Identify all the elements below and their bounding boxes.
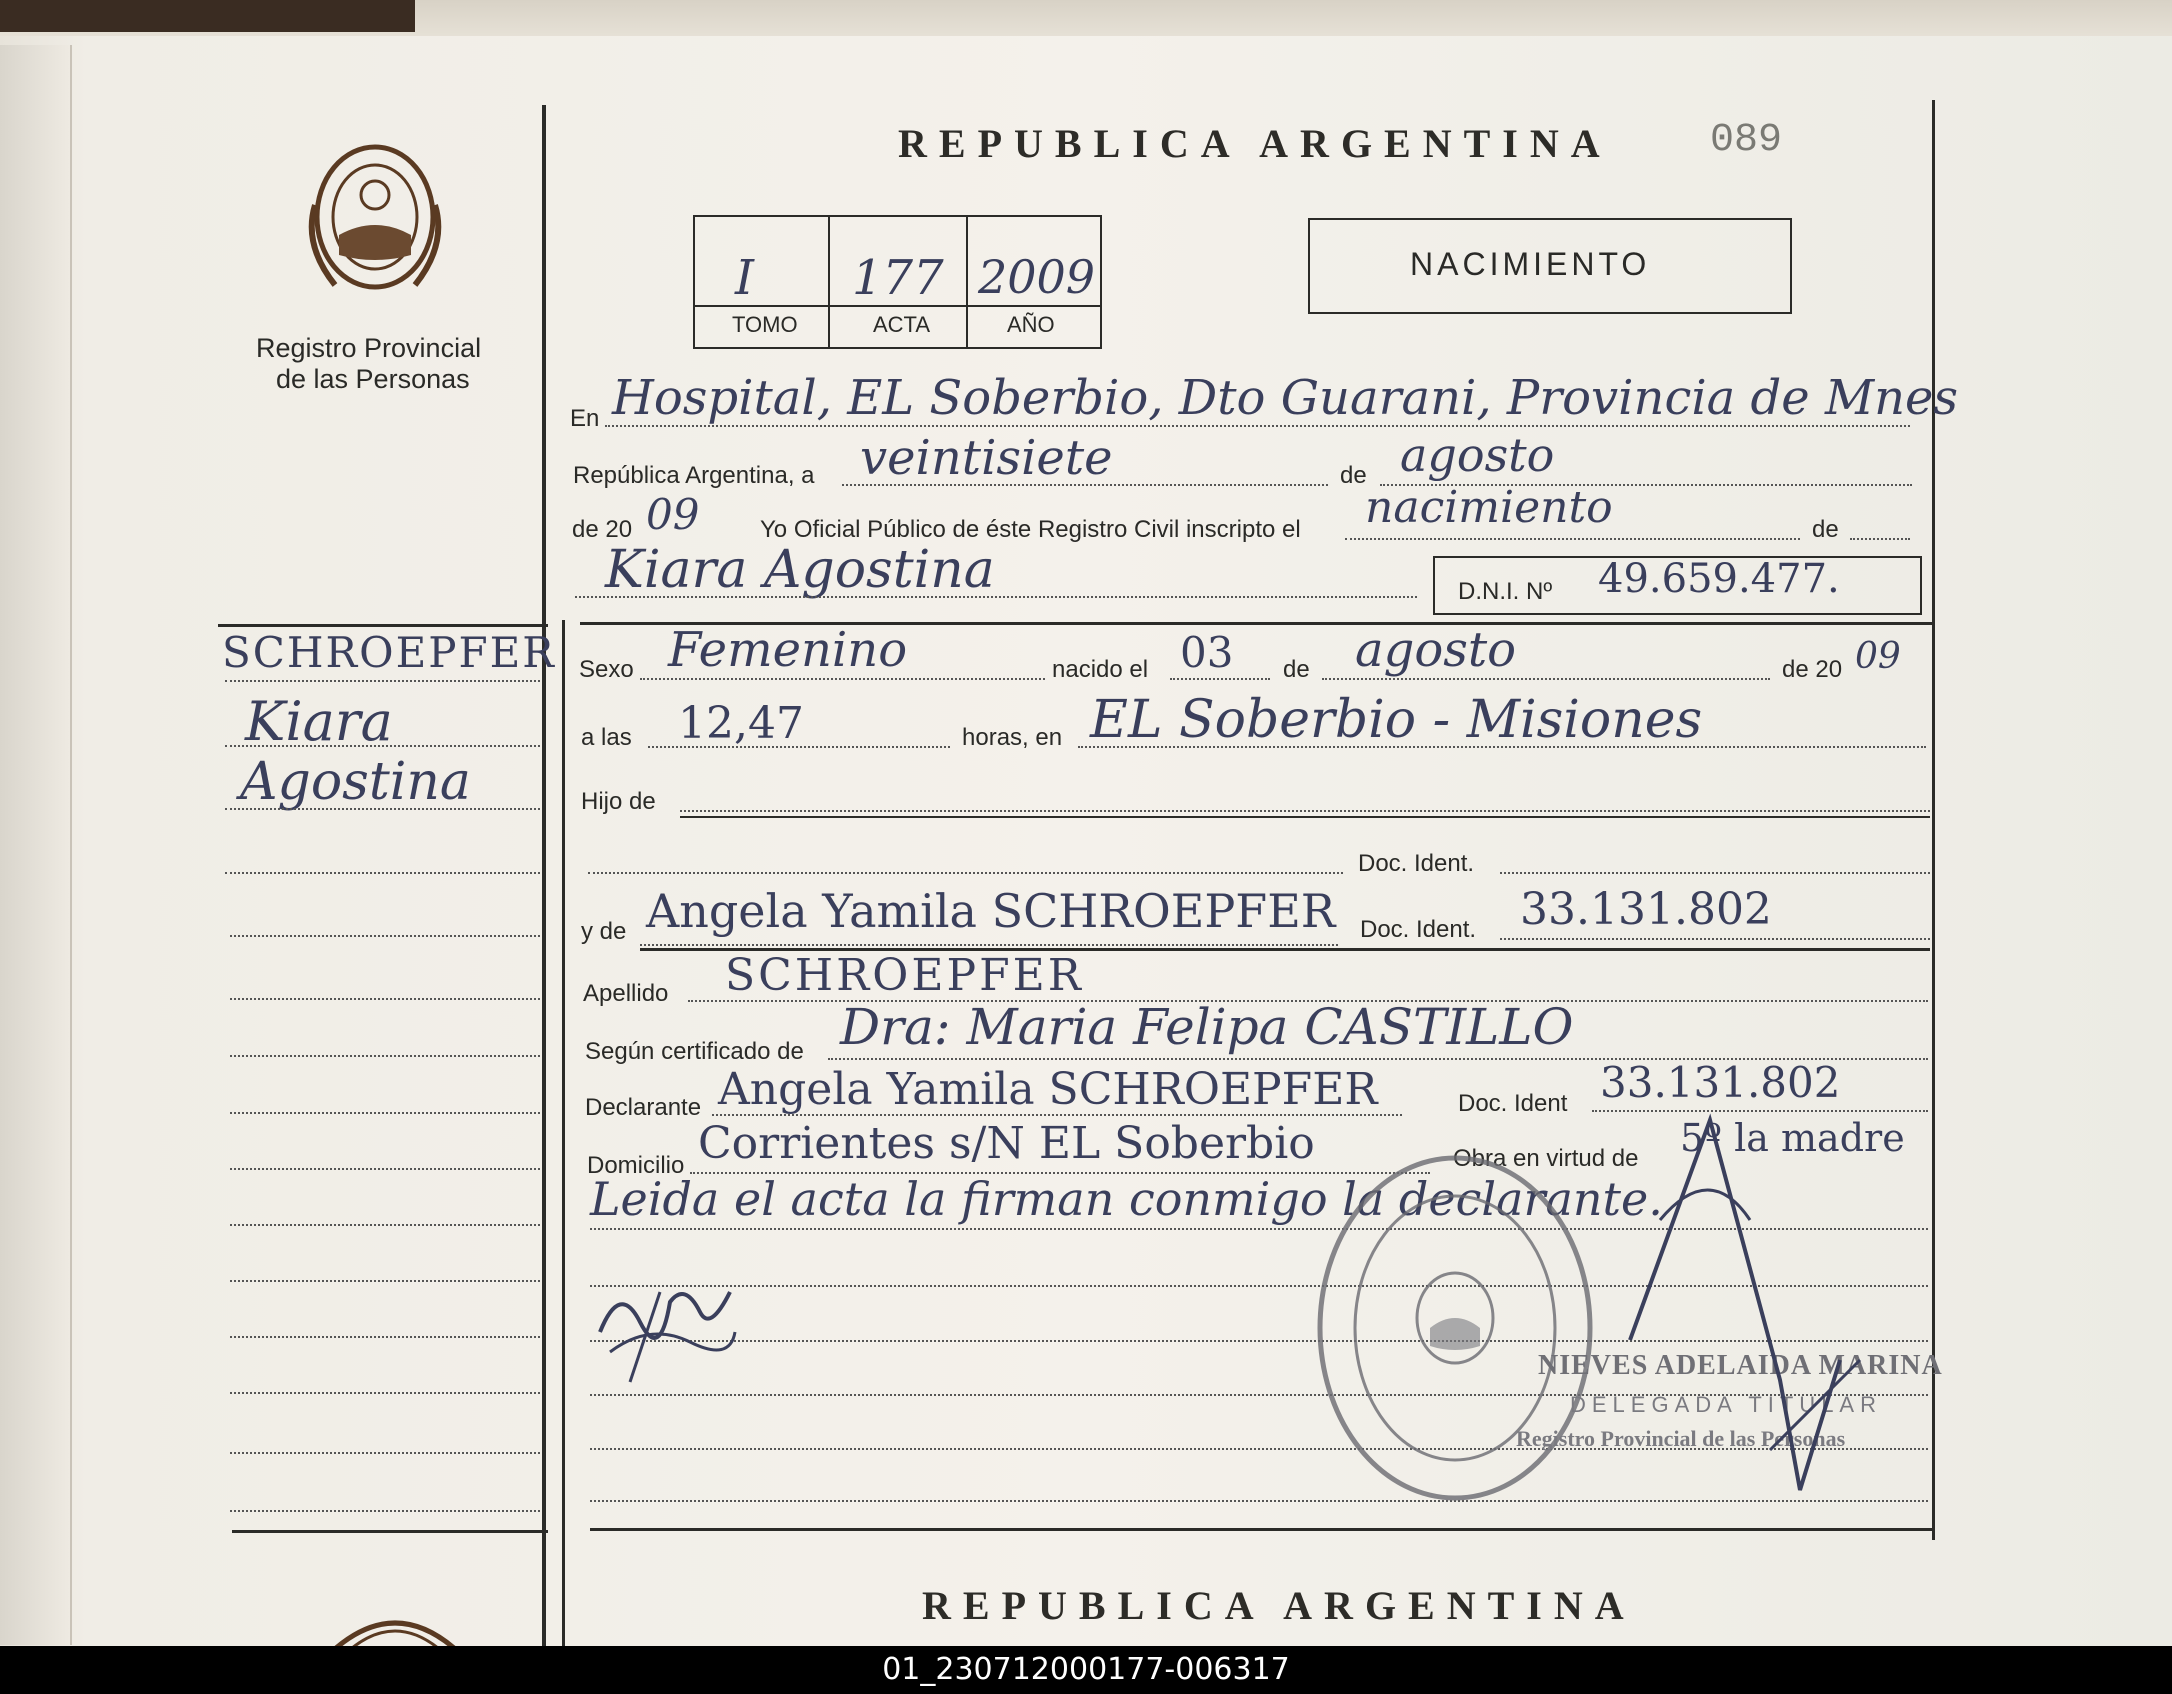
mother-name: Angela Yamila SCHROEPFER bbox=[646, 884, 1336, 938]
mother-doc: 33.131.802 bbox=[1520, 884, 1772, 935]
label-republica: República Argentina, a bbox=[573, 462, 815, 489]
record-box-divider bbox=[828, 215, 830, 347]
country-heading: REPUBLICA ARGENTINA bbox=[898, 121, 1612, 166]
line-hijo bbox=[680, 810, 1930, 812]
line-mother-doc bbox=[1500, 938, 1930, 940]
label-oficial: Yo Oficial Público de éste Registro Civil inscripto el bbox=[760, 516, 1301, 543]
day-in-words: veintisiete bbox=[860, 430, 1113, 486]
margin-note-surname: SCHROEPFER bbox=[222, 628, 556, 677]
label-declarante: Declarante bbox=[585, 1094, 702, 1121]
declarant-signature bbox=[590, 1262, 740, 1392]
declarant-name: Angela Yamila SCHROEPFER bbox=[718, 1064, 1378, 1115]
stamp-role: DELEGADA TITULAR bbox=[1570, 1392, 1882, 1417]
label-doc-ident2: Doc. Ident. bbox=[1360, 916, 1477, 943]
label-sexo: Sexo bbox=[579, 656, 634, 683]
label-segun: Según certificado de bbox=[585, 1038, 804, 1065]
official-stamp bbox=[1310, 1148, 1600, 1508]
province-seal-icon-bottom bbox=[330, 1608, 460, 1648]
label-hijo: Hijo de bbox=[581, 788, 656, 815]
province-seal-icon bbox=[295, 135, 455, 305]
label-doc-ident3: Doc. Ident bbox=[1458, 1090, 1568, 1117]
margin-line bbox=[230, 935, 540, 937]
label-dni: D.N.I. Nº bbox=[1458, 578, 1553, 605]
margin-line bbox=[230, 1452, 540, 1454]
margin-line bbox=[230, 1280, 540, 1282]
declarant-doc: 33.131.802 bbox=[1600, 1058, 1841, 1107]
margin-rule-inner bbox=[562, 620, 565, 1646]
label-de: de bbox=[1340, 462, 1367, 489]
by-virtue-value: 5º la madre bbox=[1680, 1116, 1905, 1160]
label-domicilio: Domicilio bbox=[587, 1152, 685, 1179]
line-sex bbox=[640, 678, 1045, 680]
margin-line bbox=[230, 1112, 540, 1114]
image-caption: 01_230712000177-006317 bbox=[0, 1646, 2172, 1694]
label-horas: horas, en bbox=[962, 724, 1063, 751]
book-spine-edge bbox=[0, 45, 72, 1645]
label-apellido: Apellido bbox=[583, 980, 669, 1007]
right-border bbox=[1932, 100, 1935, 1540]
line-event bbox=[1345, 538, 1800, 540]
anio-value: 2009 bbox=[978, 250, 1096, 304]
line-mother bbox=[640, 944, 1338, 946]
line-de2 bbox=[1850, 538, 1910, 540]
registry-name-line2: de las Personas bbox=[276, 364, 470, 394]
margin-line bbox=[230, 1336, 540, 1338]
bottom-rule bbox=[590, 1528, 1932, 1531]
birth-year-suffix: 09 bbox=[1855, 636, 1901, 677]
book-cover-corner bbox=[0, 0, 415, 32]
acta-value: 177 bbox=[852, 250, 944, 306]
label-y-de: y de bbox=[581, 918, 627, 945]
officer-signature bbox=[1600, 1100, 1900, 1510]
margin-line bbox=[230, 1392, 540, 1394]
line-declarant bbox=[712, 1114, 1402, 1116]
stamp-officer: NIEVES ADELAIDA MARINA bbox=[1538, 1350, 1943, 1381]
acta-label: ACTA bbox=[873, 312, 931, 337]
line-day bbox=[842, 484, 1328, 486]
birth-time: 12,47 bbox=[678, 698, 804, 749]
label-obra: Obra en virtud de bbox=[1453, 1145, 1639, 1172]
rule-hijo bbox=[680, 816, 1930, 818]
line-doc1b bbox=[1500, 872, 1930, 874]
country-heading-bottom: REPUBLICA ARGENTINA bbox=[922, 1583, 1636, 1628]
registry-name-line1: Registro Provincial bbox=[256, 333, 482, 363]
month-written: agosto bbox=[1400, 428, 1555, 482]
margin-rule bbox=[542, 105, 546, 1646]
birth-place-full: Hospital, EL Soberbio, Dto Guarani, Provincia de Mnes bbox=[612, 370, 1959, 426]
margin-line bbox=[230, 1510, 540, 1512]
reading-note: Leida el acta la firman conmigo la declarante. bbox=[590, 1172, 1663, 1226]
surname-value: SCHROEPFER bbox=[725, 950, 1084, 1001]
margin-line bbox=[230, 998, 540, 1000]
margin-line bbox=[225, 745, 540, 747]
label-doc-ident1: Doc. Ident. bbox=[1358, 850, 1475, 877]
margin-line bbox=[230, 1224, 540, 1226]
margin-note-top-rule bbox=[218, 624, 548, 627]
tomo-value: I bbox=[735, 250, 754, 306]
label-a-las: a las bbox=[581, 724, 632, 751]
stamp-office: Registro Provincial de las Personas bbox=[1516, 1426, 1846, 1451]
line-birth-town bbox=[1078, 746, 1926, 748]
record-type: NACIMIENTO bbox=[1410, 246, 1651, 282]
year-suffix: 09 bbox=[646, 490, 700, 539]
line-birth-time bbox=[648, 746, 950, 748]
line-birth-day bbox=[1170, 678, 1270, 680]
address-value: Corrientes s/N EL Soberbio bbox=[698, 1118, 1315, 1169]
sex-value: Femenino bbox=[668, 622, 908, 678]
line-birth-month bbox=[1322, 678, 1770, 680]
birth-town: EL Soberbio - Misiones bbox=[1090, 690, 1703, 750]
margin-line bbox=[230, 1055, 540, 1057]
label-nacido: nacido el bbox=[1052, 656, 1149, 683]
margin-line bbox=[225, 680, 540, 682]
margin-bottom-rule bbox=[232, 1530, 548, 1533]
margin-line bbox=[230, 1168, 540, 1170]
dni-number: 49.659.477. bbox=[1598, 556, 1840, 602]
birth-month: agosto bbox=[1355, 622, 1517, 678]
anio-label: AÑO bbox=[1007, 312, 1055, 337]
margin-line bbox=[225, 808, 540, 810]
line-doc1 bbox=[588, 872, 1343, 874]
label-de-20: de 20 bbox=[572, 516, 633, 543]
label-de-20b: de 20 bbox=[1782, 656, 1843, 683]
line-child-name bbox=[575, 596, 1417, 598]
label-de3: de bbox=[1283, 656, 1310, 683]
inscribed-event: nacimiento bbox=[1365, 482, 1613, 533]
margin-line bbox=[225, 872, 540, 874]
child-name: Kiara Agostina bbox=[605, 540, 995, 600]
page-number: 089 bbox=[1710, 118, 1783, 163]
birth-day: 03 bbox=[1180, 628, 1234, 677]
tomo-label: TOMO bbox=[732, 312, 798, 337]
margin-note-name1: Kiara bbox=[245, 690, 393, 753]
label-de2: de bbox=[1812, 516, 1839, 543]
record-box-divider bbox=[966, 215, 968, 347]
margin-note-name2: Agostina bbox=[240, 752, 471, 812]
label-en: En bbox=[570, 405, 600, 432]
certificate-doctor: Dra: Maria Felipa CASTILLO bbox=[840, 998, 1574, 1056]
